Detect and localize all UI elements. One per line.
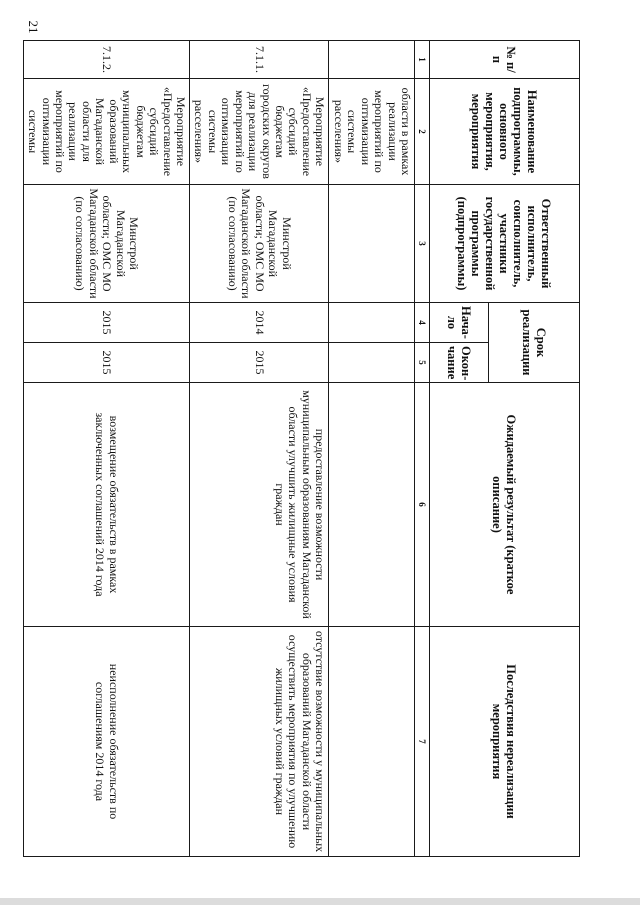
table-row (190, 41, 329, 857)
header-number: № п/п (430, 41, 580, 79)
column-number-3: 3 (415, 185, 430, 303)
program-measures-table (23, 40, 580, 857)
column-number-2: 2 (415, 79, 430, 185)
header-responsible: Ответственный исполнитель, соисполнитель, участники государственной программы (подпрограммы) (430, 185, 580, 303)
row-number: 7.1.1. (190, 41, 329, 79)
row-result: возмещение обязательств в рамках заключенных соглашений 2014 года (23, 383, 189, 627)
row-end (329, 343, 415, 383)
column-number-1: 1 (415, 41, 430, 79)
column-number-5: 5 (415, 343, 430, 383)
row-result (329, 383, 415, 627)
header-start: Нача-ло (430, 303, 489, 343)
row-name: области в рамках реализации мероприятий по оптимизации системы расселения» (329, 79, 415, 185)
row-start: 2014 (190, 303, 329, 343)
row-start (329, 303, 415, 343)
header-term: Срок реализации (489, 303, 580, 383)
column-number-7: 7 (415, 627, 430, 857)
table-row (23, 41, 189, 857)
row-number (329, 41, 415, 79)
row-consequence (329, 627, 415, 857)
header-end: Окон-чание (430, 343, 489, 383)
row-number: 7.1.2. (23, 41, 189, 79)
row-name: Мероприятие «Предоставление субсидий бюджетам городских округов для реализации мероприятий по оптимизации системы расселения» (190, 79, 329, 185)
row-result: предоставление возможности муниципальным образованиям Магаданской области улучшить жилищные условия граждан (190, 383, 329, 627)
rotated-page-content (26, 40, 580, 856)
row-end: 2015 (23, 343, 189, 383)
row-consequence: отсутствие возможности у муниципальных образований Магаданской области осуществить мероприятия по улучшению жилищных условий граждан (190, 627, 329, 857)
row-consequence: неисполнение обязательств по соглашениям 2014 года (23, 627, 189, 857)
row-responsible: Минстрой Магаданской области; ОМС МО Магаданской области (по согласованию) (190, 185, 329, 303)
column-number-6: 6 (415, 383, 430, 627)
row-end: 2015 (190, 343, 329, 383)
header-name: Наименование подпрограммы, основного мероприятия, мероприятия (430, 79, 580, 185)
row-name: Мероприятие «Предоставление субсидий бюджетам муниципальных образований Магаданской области для реализации мероприятий по оптимизации системы (23, 79, 189, 185)
scan-bottom-band (0, 898, 640, 905)
column-number-4: 4 (415, 303, 430, 343)
row-start: 2015 (23, 303, 189, 343)
row-responsible (329, 185, 415, 303)
table-row (329, 41, 415, 857)
page-number: 21 (26, 20, 41, 34)
header-consequence: Последствия нереализации мероприятия (430, 627, 580, 857)
header-result: Ожидаемый результат (краткое описание) (430, 383, 580, 627)
row-responsible: Минстрой Магаданской области; ОМС МО Магаданской области (по согласованию) (23, 185, 189, 303)
